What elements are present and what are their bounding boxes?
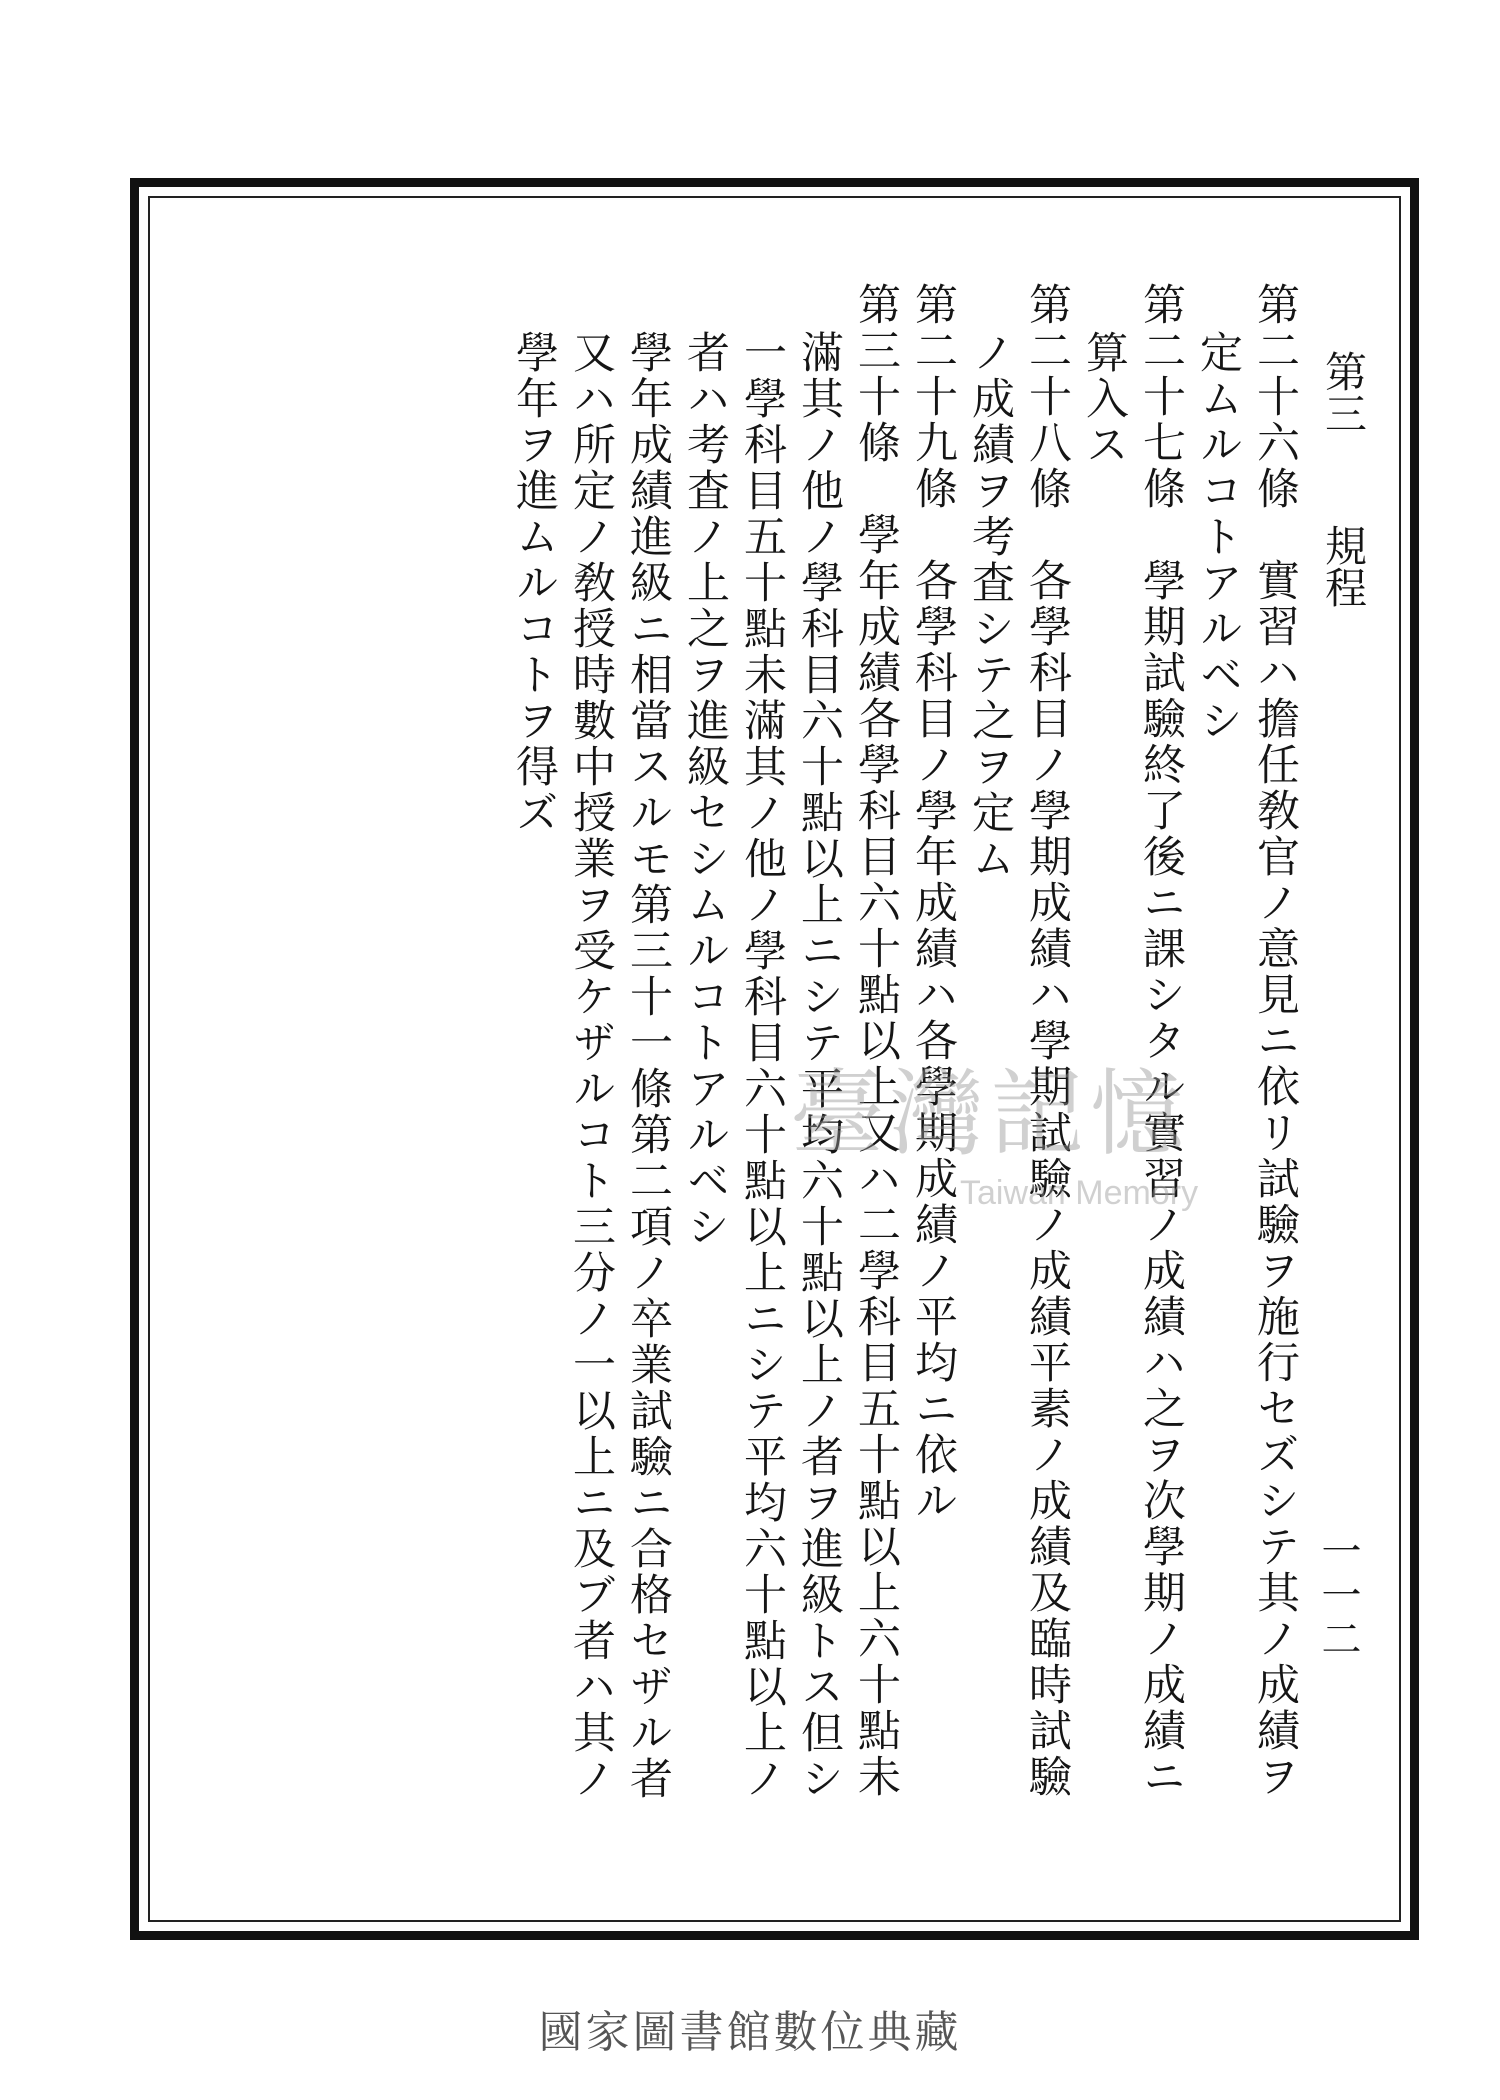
text-column: 學年成績進級ニ相當スルモ第三十一條第二項ノ卒業試驗ニ合格セザル者 <box>623 330 673 1802</box>
text-column: 第二十六條 實習ハ擔任敎官ノ意見ニ依リ試驗ヲ施行セズシテ其ノ成績ヲ <box>1250 282 1300 1800</box>
text-column: 又ハ所定ノ敎授時數中授業ヲ受ケザルコト三分ノ一以上ニ及ブ者ハ其ノ <box>566 330 616 1802</box>
page-number: 一一二 <box>1315 1530 1361 1662</box>
watermark-subtext: Taiwan Memory <box>960 1174 1199 1212</box>
text-column: 學年ヲ進ムルコトヲ得ズ <box>509 330 559 836</box>
text-column: 一學科目五十點未滿其ノ他ノ學科目六十點以上ニシテ平均六十點以上ノ <box>737 330 787 1802</box>
header-title: 規程 <box>1319 524 1368 608</box>
text-column: 滿其ノ他ノ學科目六十點以上ニシテ平均六十點以上ノ者ヲ進級トス但シ <box>794 330 844 1802</box>
text-column: 第二十七條 學期試驗終了後ニ課シタル實習ノ成績ハ之ヲ次學期ノ成績ニ <box>1136 282 1186 1800</box>
text-column: 第三十條 學年成績各學科目六十點以上又ハ二學科目五十點以上六十點未 <box>851 282 901 1800</box>
text-column: 算入ス <box>1079 330 1129 468</box>
text-column: ノ成績ヲ考査シテ之ヲ定ム <box>965 330 1015 882</box>
footer-credit: 國家圖書館數位典藏 <box>538 2007 962 2058</box>
text-column: 者ハ考査ノ上之ヲ進級セシムルコトアルベシ <box>680 330 730 1250</box>
chapter-label: 第三 <box>1319 350 1368 434</box>
text-column: 第二十九條 各學科目ノ學年成績ハ各學期成績ノ平均ニ依ル <box>908 282 958 1524</box>
watermark-text: 臺灣記憶 <box>790 1060 1191 1169</box>
text-column: 定ムルコトアルベシ <box>1193 330 1243 744</box>
running-header <box>1319 350 1368 608</box>
text-column: 第二十八條 各學科目ノ學期成績ハ學期試驗ノ成績平素ノ成績及臨時試驗 <box>1022 282 1072 1800</box>
